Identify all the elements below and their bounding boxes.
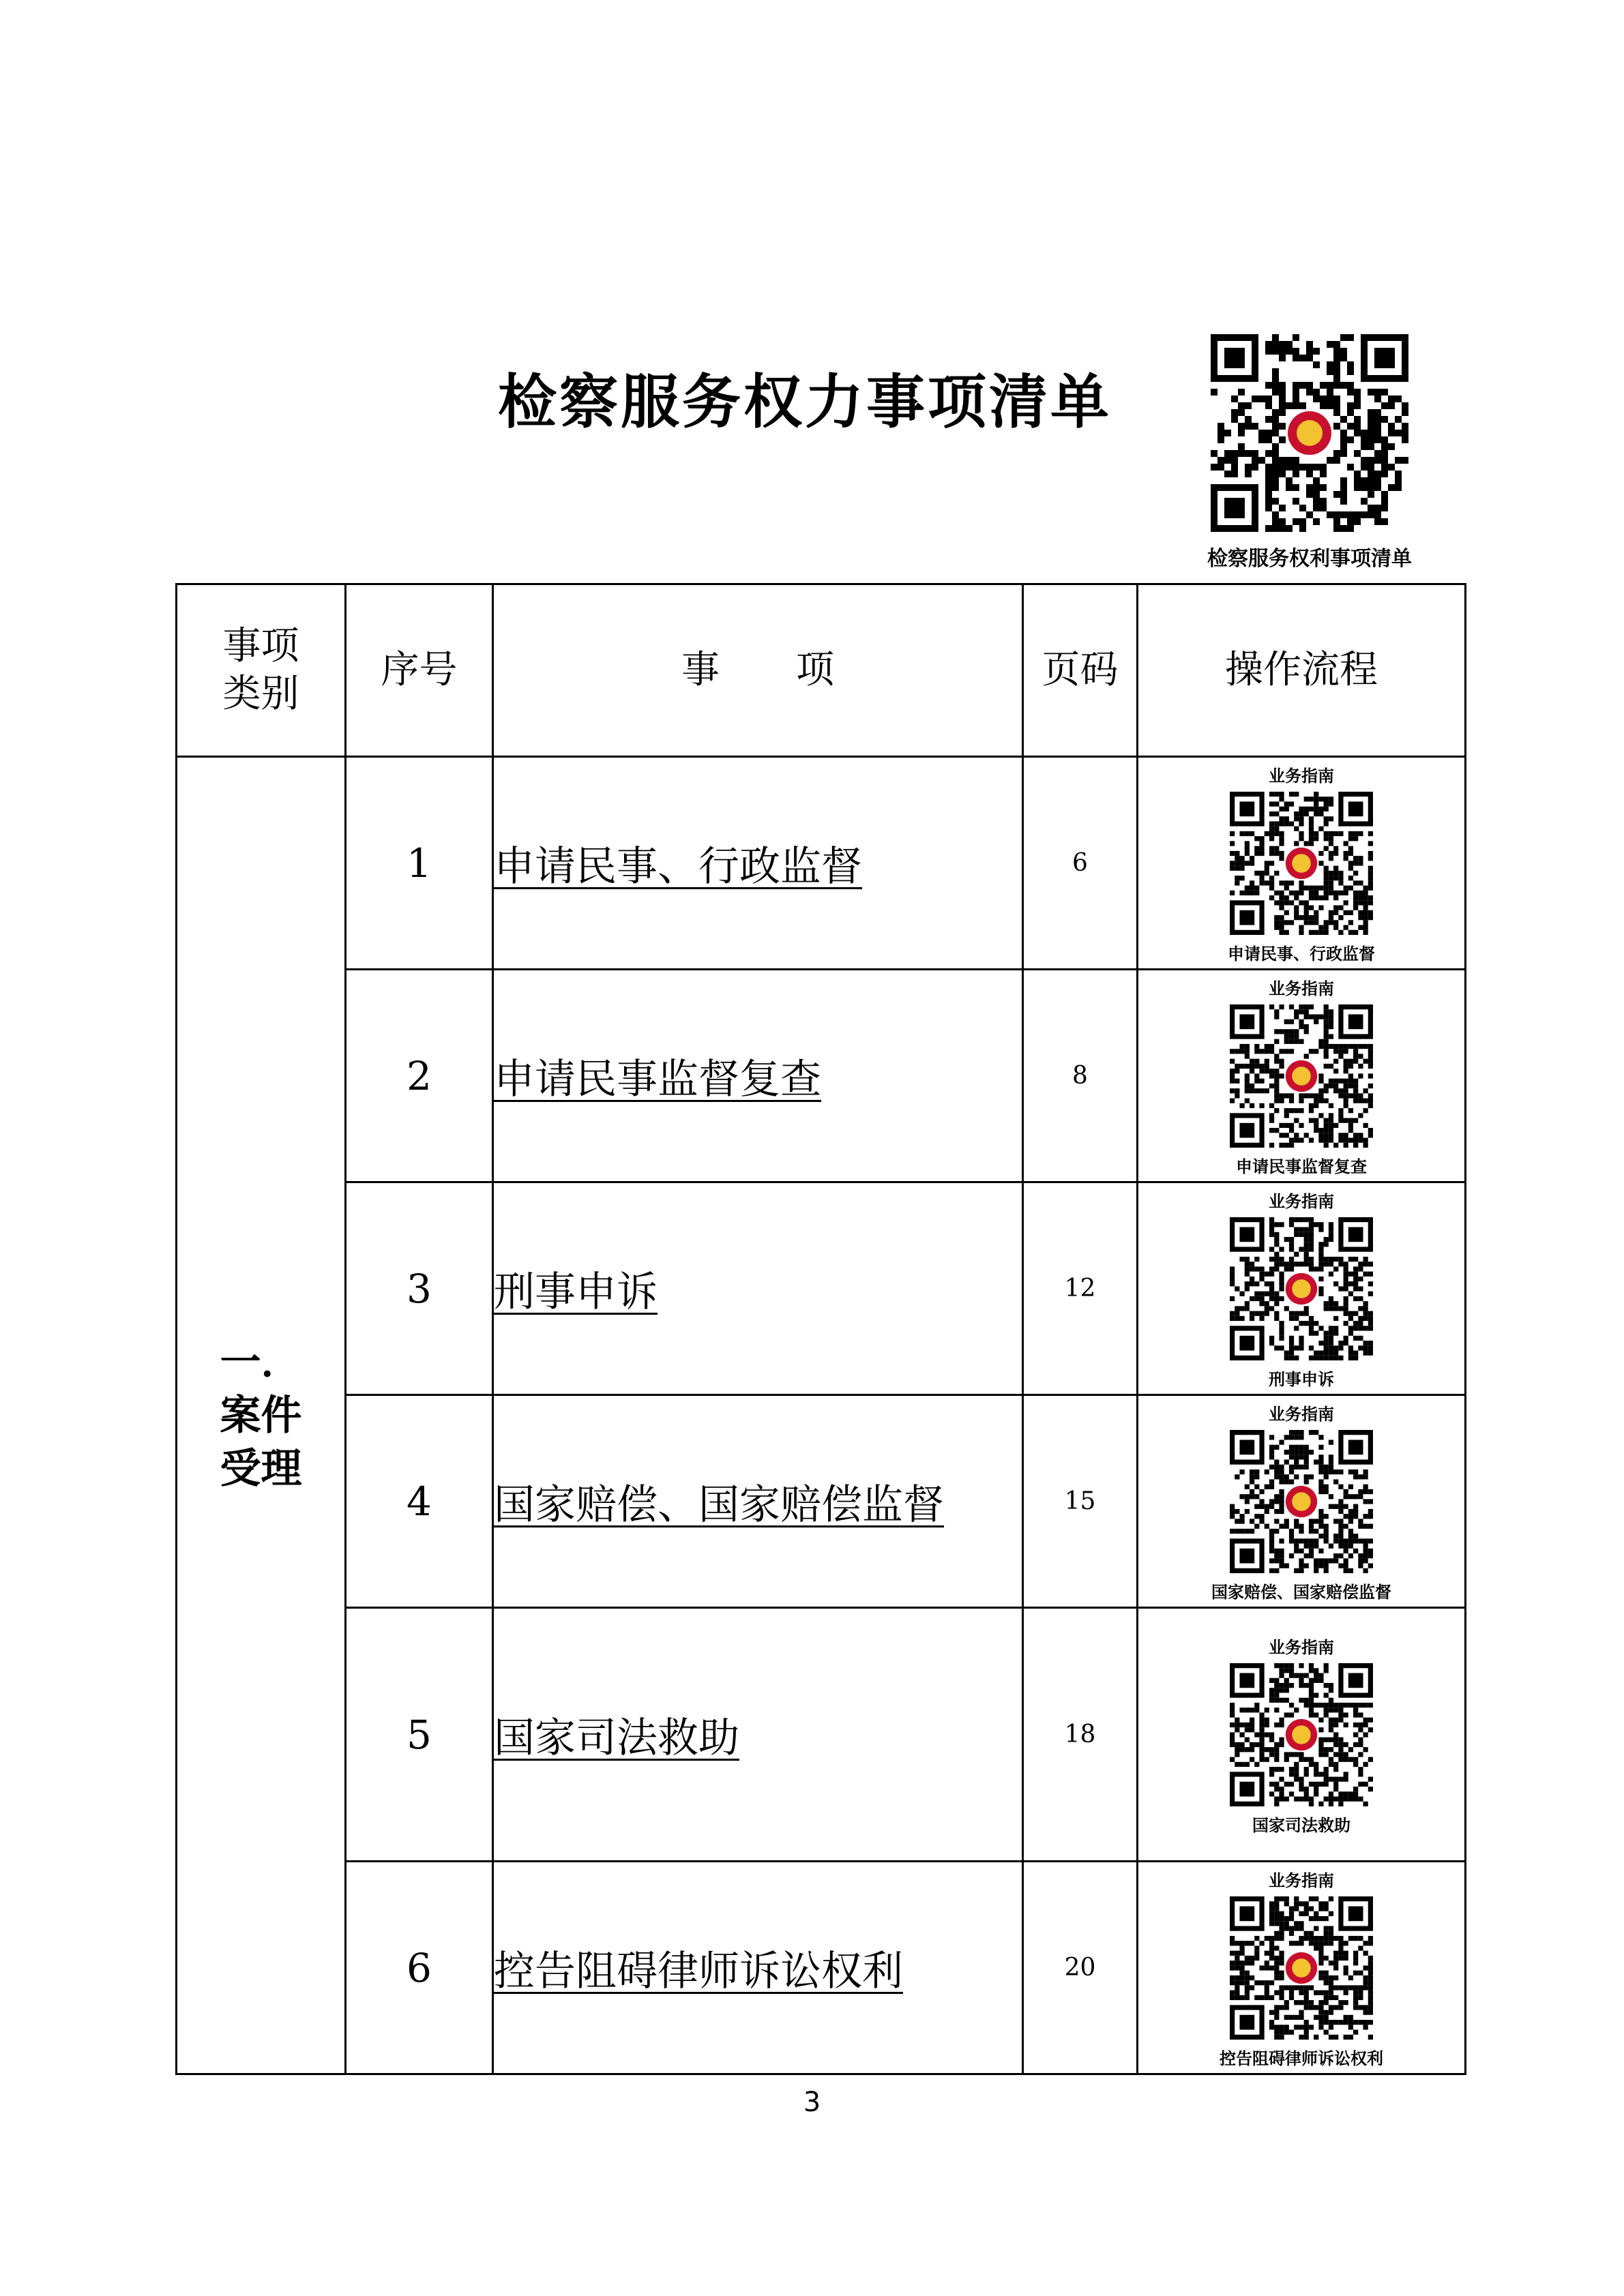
guide-title: 业务指南 (1269, 1637, 1334, 1657)
header-item: 事 项 (493, 584, 1023, 757)
row-number: 3 (346, 1182, 493, 1395)
qr-code-icon[interactable] (1230, 1663, 1373, 1806)
row-number: 4 (346, 1395, 493, 1608)
row-item-cell (493, 757, 1023, 970)
row-flow-cell[interactable] (1138, 1182, 1466, 1395)
header-category: 事项 类别 (177, 584, 346, 757)
table-row (177, 1608, 1466, 1862)
item-link[interactable]: 申请民事、行政监督 (494, 842, 862, 891)
item-link[interactable]: 国家赔偿、国家赔偿监督 (494, 1480, 944, 1529)
row-flow-cell[interactable] (1138, 1395, 1466, 1608)
item-link[interactable]: 申请民事监督复查 (494, 1055, 821, 1103)
guide-caption: 申请民事监督复查 (1236, 1157, 1367, 1176)
service-items-table (175, 583, 1466, 2075)
qr-code-icon[interactable] (1230, 792, 1373, 935)
header-qr-block[interactable] (1197, 334, 1422, 571)
header-qr-caption: 检察服务权利事项清单 (1207, 547, 1412, 571)
guide-title: 业务指南 (1269, 1404, 1334, 1424)
row-item-cell (493, 1862, 1023, 2074)
qr-code-icon[interactable] (1230, 1004, 1373, 1148)
guide-title: 业务指南 (1269, 766, 1334, 786)
row-page: 12 (1023, 1182, 1138, 1395)
row-flow-cell[interactable] (1138, 1608, 1466, 1862)
row-item-cell (493, 1395, 1023, 1608)
row-page: 20 (1023, 1862, 1138, 2074)
row-number: 5 (346, 1608, 493, 1862)
row-number: 6 (346, 1862, 493, 2074)
qr-code-icon[interactable] (1230, 1217, 1373, 1360)
row-flow-cell[interactable] (1138, 757, 1466, 970)
row-page: 18 (1023, 1608, 1138, 1862)
guide-title: 业务指南 (1269, 979, 1334, 998)
row-number: 2 (346, 970, 493, 1182)
category-cell: 一． 案件 受理 (177, 757, 346, 2074)
guide-caption: 国家赔偿、国家赔偿监督 (1211, 1582, 1391, 1602)
guide-caption: 国家司法救助 (1252, 1815, 1350, 1835)
page-number: 3 (803, 2087, 821, 2118)
guide-title: 业务指南 (1269, 1191, 1334, 1211)
row-flow-cell[interactable] (1138, 1862, 1466, 2074)
guide-caption: 控告阻碍律师诉讼权利 (1220, 2048, 1383, 2068)
row-number: 1 (346, 757, 493, 970)
row-page: 6 (1023, 757, 1138, 970)
table-header-row (177, 584, 1466, 757)
item-link[interactable]: 国家司法救助 (494, 1714, 739, 1762)
row-item-cell (493, 970, 1023, 1182)
table-row (177, 1395, 1466, 1608)
item-link[interactable]: 刑事申诉 (494, 1268, 658, 1316)
qr-code-icon[interactable] (1230, 1430, 1373, 1573)
table-row (177, 1182, 1466, 1395)
guide-caption: 申请民事、行政监督 (1228, 944, 1375, 964)
header-number: 序号 (346, 584, 493, 757)
page-title: 检察服务权力事项清单 (498, 368, 1112, 436)
table-row (177, 757, 1466, 970)
row-page: 8 (1023, 970, 1138, 1182)
row-page: 15 (1023, 1395, 1138, 1608)
row-flow-cell[interactable] (1138, 970, 1466, 1182)
row-item-cell (493, 1608, 1023, 1862)
table-row (177, 1862, 1466, 2074)
guide-caption: 刑事申诉 (1269, 1369, 1334, 1389)
qr-code-icon[interactable] (1211, 334, 1408, 532)
header-page: 页码 (1023, 584, 1138, 757)
header-flow: 操作流程 (1138, 584, 1466, 757)
item-link[interactable]: 控告阻碍律师诉讼权利 (494, 1947, 903, 1995)
guide-title: 业务指南 (1269, 1870, 1334, 1890)
table-row (177, 970, 1466, 1182)
row-item-cell (493, 1182, 1023, 1395)
qr-code-icon[interactable] (1230, 1896, 1373, 2040)
